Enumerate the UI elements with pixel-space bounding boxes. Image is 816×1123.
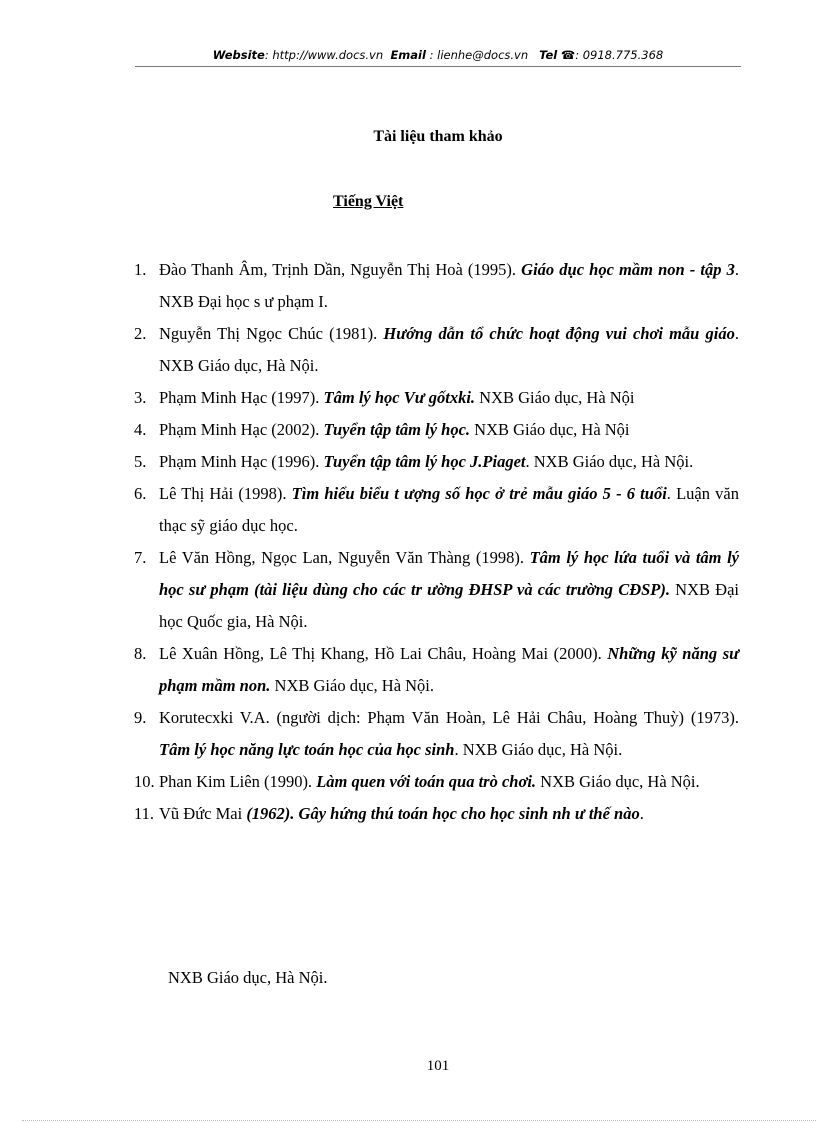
reference-title: Làm quen với toán qua trò chơi. <box>316 772 537 791</box>
page-number: 101 <box>426 1058 450 1074</box>
reference-item <box>134 798 739 830</box>
reference-text <box>159 542 739 638</box>
reference-item <box>134 318 739 382</box>
reference-publisher: . Luận văn thạc sỹ giáo dục học. <box>159 484 739 535</box>
reference-authors: Lê Thị Hải (1998). <box>159 484 292 503</box>
reference-text <box>159 766 739 798</box>
reference-publisher: . NXB Giáo dục, Hà Nội. <box>454 740 623 759</box>
reference-title: Hướng dẫn tổ chức hoạt động vui chơi mẫu giáo <box>383 324 735 343</box>
reference-authors: Lê Văn Hồng, Ngọc Lan, Nguyễn Văn Thàng (1998). <box>159 548 530 567</box>
reference-text <box>159 446 739 478</box>
section-subtitle: Tiếng Việt <box>333 193 404 210</box>
reference-text <box>159 414 739 446</box>
reference-number: 1. <box>134 260 147 279</box>
reference-publisher: . NXB Đại học s ư phạm I. <box>159 260 739 311</box>
reference-number: 3. <box>134 388 147 407</box>
reference-text <box>159 318 739 382</box>
reference-number: 2. <box>134 324 147 343</box>
reference-item <box>134 542 739 638</box>
reference-tail-text: NXB Giáo dục, Hà Nội. <box>168 968 328 987</box>
reference-authors: Nguyễn Thị Ngọc Chúc (1981). <box>159 324 384 343</box>
reference-title: Tâm lý học năng lực toán học của học sinh <box>159 740 455 759</box>
reference-number: 8. <box>134 644 147 663</box>
reference-publisher: NXB Đại học Quốc gia, Hà Nội. <box>159 580 739 631</box>
website-value: : http://www.docs.vn <box>264 48 384 62</box>
reference-text <box>159 798 739 830</box>
reference-number: 10. <box>134 772 155 791</box>
reference-authors: Phạm Minh Hạc (2002). <box>159 420 324 439</box>
website-label: Website <box>212 48 265 62</box>
reference-text <box>159 702 739 766</box>
reference-authors: Vũ Đức Mai <box>159 804 247 823</box>
reference-authors: Phan Kim Liên (1990). <box>159 772 317 791</box>
reference-number: 5. <box>134 452 147 471</box>
email-label: Email <box>390 48 426 62</box>
email-value: : lienhe@docs.vn <box>425 48 529 62</box>
reference-authors: Phạm Minh Hạc (1997). <box>159 388 324 407</box>
page-bottom-border <box>22 1120 816 1121</box>
reference-text <box>159 254 739 318</box>
tel-label: Tel <box>539 48 558 62</box>
reference-publisher: . <box>639 804 644 823</box>
phone-icon: ☎ <box>560 48 576 62</box>
reference-publisher: . NXB Giáo dục, Hà Nội. <box>525 452 694 471</box>
reference-publisher: NXB Giáo dục, Hà Nội. <box>270 676 435 695</box>
reference-item <box>134 766 739 798</box>
reference-title: Tâm lý học lứa tuổi và tâm lý học sư phạm (tài liệu dùng cho các tr ường ĐHSP và các trường CĐSP). <box>159 548 739 599</box>
reference-number: 7. <box>134 548 147 567</box>
reference-number: 11. <box>134 804 155 823</box>
reference-authors: Korutecxki V.A. (người dịch: Phạm Văn Hoàn, Lê Hải Châu, Hoàng Thuỳ) (1973). <box>159 708 739 727</box>
page-title: Tài liệu tham khảo <box>373 128 503 145</box>
reference-item <box>134 382 739 414</box>
reference-number: 4. <box>134 420 147 439</box>
reference-item <box>134 414 739 446</box>
reference-item <box>134 702 739 766</box>
tel-value: : 0918.775.368 <box>575 48 664 62</box>
reference-text <box>159 382 739 414</box>
reference-item <box>134 638 739 702</box>
reference-list <box>134 254 739 830</box>
reference-text <box>159 638 739 702</box>
reference-authors: Đào Thanh Âm, Trịnh Dần, Nguyễn Thị Hoà (1995). <box>159 260 522 279</box>
reference-title: (1962). Gây hứng thú toán học cho học sinh nh ư thế nào <box>246 804 640 823</box>
reference-title: Giáo dục học mầm non - tập 3 <box>521 260 735 279</box>
reference-item <box>134 478 739 542</box>
reference-title: Tuyển tập tâm lý học J.Piaget <box>323 452 526 471</box>
reference-publisher: . NXB Giáo dục, Hà Nội. <box>159 324 739 375</box>
reference-publisher: NXB Giáo dục, Hà Nội. <box>536 772 700 791</box>
reference-title: Tuyển tập tâm lý học. <box>323 420 471 439</box>
reference-authors: Phạm Minh Hạc (1996). <box>159 452 324 471</box>
reference-publisher: NXB Giáo dục, Hà Nội <box>470 420 630 439</box>
reference-authors: Lê Xuân Hồng, Lê Thị Khang, Hồ Lai Châu, Hoàng Mai (2000). <box>159 644 608 663</box>
reference-title: Tìm hiểu biểu t ượng số học ở trẻ mẫu giáo 5 - 6 tuổi <box>291 484 667 503</box>
page-header <box>135 46 741 67</box>
reference-title: Những kỹ năng sư phạm mầm non. <box>159 644 740 695</box>
reference-number: 9. <box>134 708 147 727</box>
reference-publisher: NXB Giáo dục, Hà Nội <box>475 388 635 407</box>
reference-text <box>159 478 739 542</box>
reference-item <box>134 446 739 478</box>
reference-item <box>134 254 739 318</box>
reference-title: Tâm lý học Vư gốtxki. <box>323 388 476 407</box>
reference-number: 6. <box>134 484 147 503</box>
